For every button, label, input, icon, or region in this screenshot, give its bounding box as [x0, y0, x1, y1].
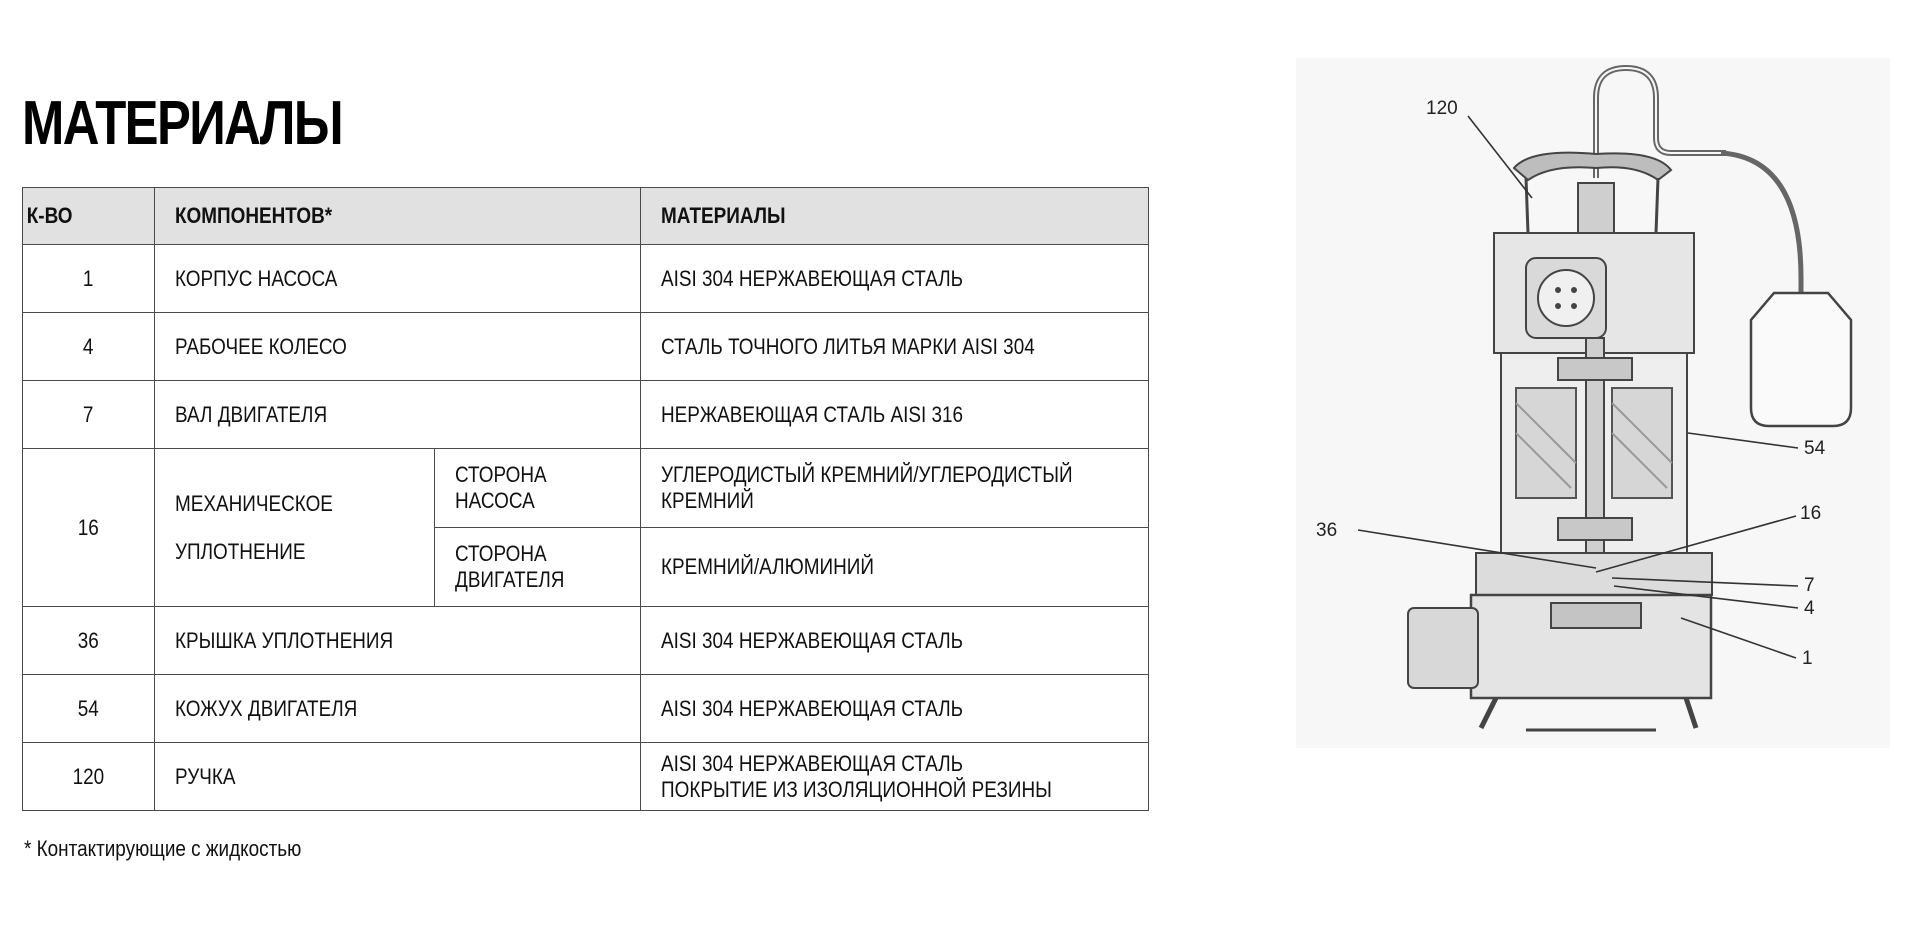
- table-row: [23, 449, 1149, 528]
- row-material: СТАЛЬ ТОЧНОГО ЛИТЬЯ МАРКИ AISI 304: [641, 313, 1149, 381]
- callout-54: 54: [1804, 438, 1826, 459]
- row-number: 36: [23, 607, 155, 675]
- component-line: УПЛОТНЕНИЕ: [175, 538, 306, 564]
- footnote: * Контактирующие с жидкостью: [24, 836, 302, 861]
- row-material: AISI 304 НЕРЖАВЕЮЩАЯ СТАЛЬ: [641, 675, 1149, 743]
- row-component: [155, 449, 435, 607]
- seal-side-cell: [435, 528, 641, 607]
- callout-120: 120: [1426, 98, 1458, 119]
- material-line: AISI 304 НЕРЖАВЕЮЩАЯ СТАЛЬ: [661, 750, 964, 776]
- row-component: КОРПУС НАСОСА: [155, 245, 641, 313]
- seal-side-line: НАСОСА: [455, 488, 535, 513]
- row-material: AISI 304 НЕРЖАВЕЮЩАЯ СТАЛЬ: [641, 245, 1149, 313]
- row-component: РАБОЧЕЕ КОЛЕСО: [155, 313, 641, 381]
- material-line: КРЕМНИЙ/АЛЮМИНИЙ: [661, 554, 874, 579]
- row-number: 16: [23, 449, 155, 607]
- table-row: [23, 313, 1149, 381]
- row-component: ВАЛ ДВИГАТЕЛЯ: [155, 381, 641, 449]
- row-component: КРЫШКА УПЛОТНЕНИЯ: [155, 607, 641, 675]
- component-line: МЕХАНИЧЕСКОЕ: [175, 490, 333, 516]
- pump-cutaway-diagram: [1296, 58, 1890, 748]
- material-line: УГЛЕРОДИСТЫЙ КРЕМНИЙ/УГЛЕРОДИСТЫЙ: [661, 462, 1073, 487]
- row-material: [641, 743, 1149, 811]
- callout-36: 36: [1316, 520, 1338, 541]
- callout-7: 7: [1804, 575, 1815, 596]
- table-row: [23, 245, 1149, 313]
- row-component: КОЖУХ ДВИГАТЕЛЯ: [155, 675, 641, 743]
- row-number: 54: [23, 675, 155, 743]
- row-number: 1: [23, 245, 155, 313]
- row-material: [641, 449, 1149, 528]
- table-row: [23, 743, 1149, 811]
- row-material: НЕРЖАВЕЮЩАЯ СТАЛЬ AISI 316: [641, 381, 1149, 449]
- header-material: МАТЕРИАЛЫ: [641, 188, 1149, 245]
- materials-table: [22, 187, 1149, 811]
- table-row: [23, 381, 1149, 449]
- row-material: [641, 528, 1149, 607]
- row-material: AISI 304 НЕРЖАВЕЮЩАЯ СТАЛЬ: [641, 607, 1149, 675]
- row-component: РУЧКА: [155, 743, 641, 811]
- material-line: КРЕМНИЙ: [661, 488, 754, 513]
- table-row: [23, 607, 1149, 675]
- table-row: [23, 675, 1149, 743]
- row-number: 7: [23, 381, 155, 449]
- callout-4: 4: [1804, 598, 1815, 619]
- callout-16: 16: [1800, 503, 1822, 524]
- header-qty: К-ВО: [23, 188, 155, 245]
- row-number: 120: [23, 743, 155, 811]
- material-line: ПОКРЫТИЕ ИЗ ИЗОЛЯЦИОННОЙ РЕЗИНЫ: [661, 776, 1052, 802]
- callout-1: 1: [1802, 648, 1813, 669]
- seal-side-line: ДВИГАТЕЛЯ: [455, 567, 565, 592]
- seal-side-line: СТОРОНА: [455, 462, 547, 487]
- page-title: МАТЕРИАЛЫ: [22, 89, 342, 158]
- header-component: КОМПОНЕНТОВ*: [155, 188, 641, 245]
- seal-side-cell: [435, 449, 641, 528]
- table-header-row: [23, 188, 1149, 245]
- seal-side-line: СТОРОНА: [455, 541, 547, 566]
- row-number: 4: [23, 313, 155, 381]
